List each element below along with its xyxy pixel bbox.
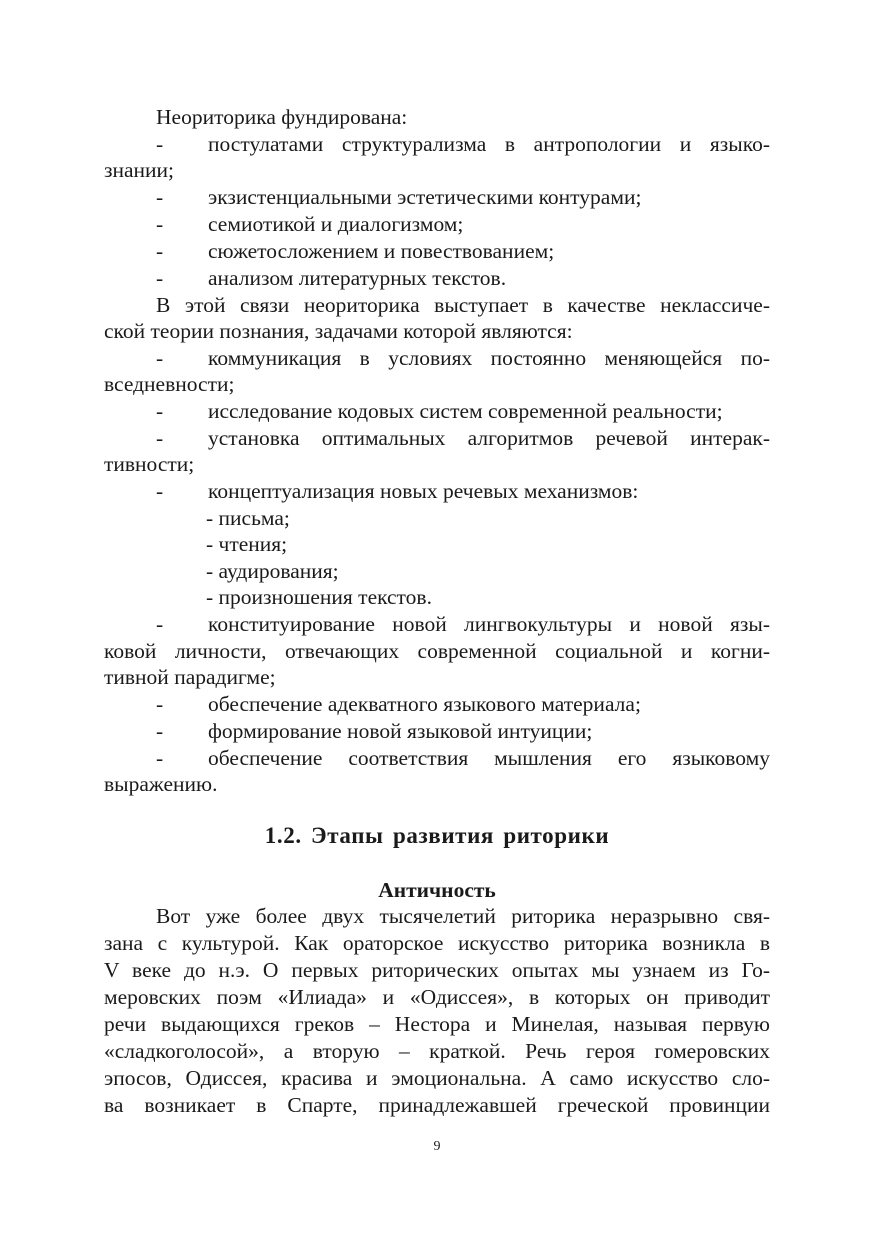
list-item-continuation: ковой личности, отвечающих современной социальной и когни- [104,639,770,663]
paragraph-line: «сладкоголосой», а вторую – краткой. Речь героя гомеровских [104,1039,770,1063]
list-item-continuation: выражению. [104,772,218,796]
bullet-dash: - [156,212,164,236]
list-item [104,184,770,210]
list-item-text: конституирование новой лингвокультуры и новой язы- [208,612,770,636]
bullet-dash: - [156,132,164,156]
sub-list-item: - аудирования; [206,559,339,583]
list-item [104,131,770,157]
list-item-text: коммуникация в условиях постоянно меняющейся по- [208,346,770,370]
paragraph-line: В этой связи неориторика выступает в качестве неклассиче- [156,293,770,317]
list-item [104,718,770,744]
list-item-text: формирование новой языковой интуиции; [208,719,593,743]
paragraph-line: меровских поэм «Илиада» и «Одиссея», в которых он приводит [104,985,770,1009]
list-item-text: установка оптимальных алгоритмов речевой интерак- [208,426,770,450]
sub-list-item: - произношения текстов. [206,585,432,609]
list-item-text: постулатами структурализма в антропологии и языко- [208,132,770,156]
list-item [104,425,770,451]
list-item-text: концептуализация новых речевых механизмов: [208,479,639,503]
list-item [104,265,770,291]
list-item-text: обеспечение соответствия мышления его языковому [208,746,770,770]
list-item-continuation: вседневности; [104,372,235,396]
list-item [104,478,770,504]
paragraph-line: ской теории познания, задачами которой являются: [104,319,573,343]
bullet-dash: - [156,479,164,503]
list-item [104,611,770,637]
list-item [104,691,770,717]
list-item [104,211,770,237]
paragraph-line: V веке до н.э. О первых риторических опытах мы узнаем из Го- [104,958,770,982]
paragraph-line: ва возникает в Спарте, принадлежавшей греческой провинции [104,1093,770,1117]
bullet-dash: - [156,426,164,450]
bullet-dash: - [156,399,164,423]
list-item-text: исследование кодовых систем современной реальности; [208,399,723,423]
list-item-text: обеспечение адекватного языкового материала; [208,692,641,716]
bullet-dash: - [156,692,164,716]
list-item-text: экзистенциальными эстетическими контурами; [208,185,642,209]
subsection-heading: Античность [378,878,496,902]
paragraph-line: Вот уже более двух тысячелетий риторика неразрывно свя- [156,904,770,928]
list-item [104,238,770,264]
paragraph-line: зана с культурой. Как ораторское искусство риторика возникла в [104,931,770,955]
list-item-continuation: тивности; [104,452,195,476]
bullet-dash: - [156,746,164,770]
list-item-text: сюжетосложением и повествованием; [208,239,555,263]
list-item [104,398,770,424]
list-item [104,745,770,771]
bullet-dash: - [156,346,164,370]
list-item [104,345,770,371]
section-heading: 1.2. Этапы развития риторики [264,823,610,848]
bullet-dash: - [156,239,164,263]
bullet-dash: - [156,612,164,636]
sub-list-item: - чтения; [206,532,288,556]
intro-line: Неориторика фундирована: [156,105,408,129]
list-item-text: анализом литературных текстов. [208,266,507,290]
bullet-dash: - [156,185,164,209]
sub-list-item: - письма; [206,506,290,530]
bullet-dash: - [156,266,164,290]
list-item-text: семиотикой и диалогизмом; [208,212,464,236]
list-item-continuation: тивной парадигме; [104,665,276,689]
list-item-continuation: знании; [104,158,175,182]
paragraph-line: эпосов, Одиссея, красива и эмоциональна. А само искусство сло- [104,1066,770,1090]
paragraph-line: речи выдающихся греков – Нестора и Минелая, называя первую [104,1012,770,1036]
page-number: 9 [433,1139,441,1154]
bullet-dash: - [156,719,164,743]
